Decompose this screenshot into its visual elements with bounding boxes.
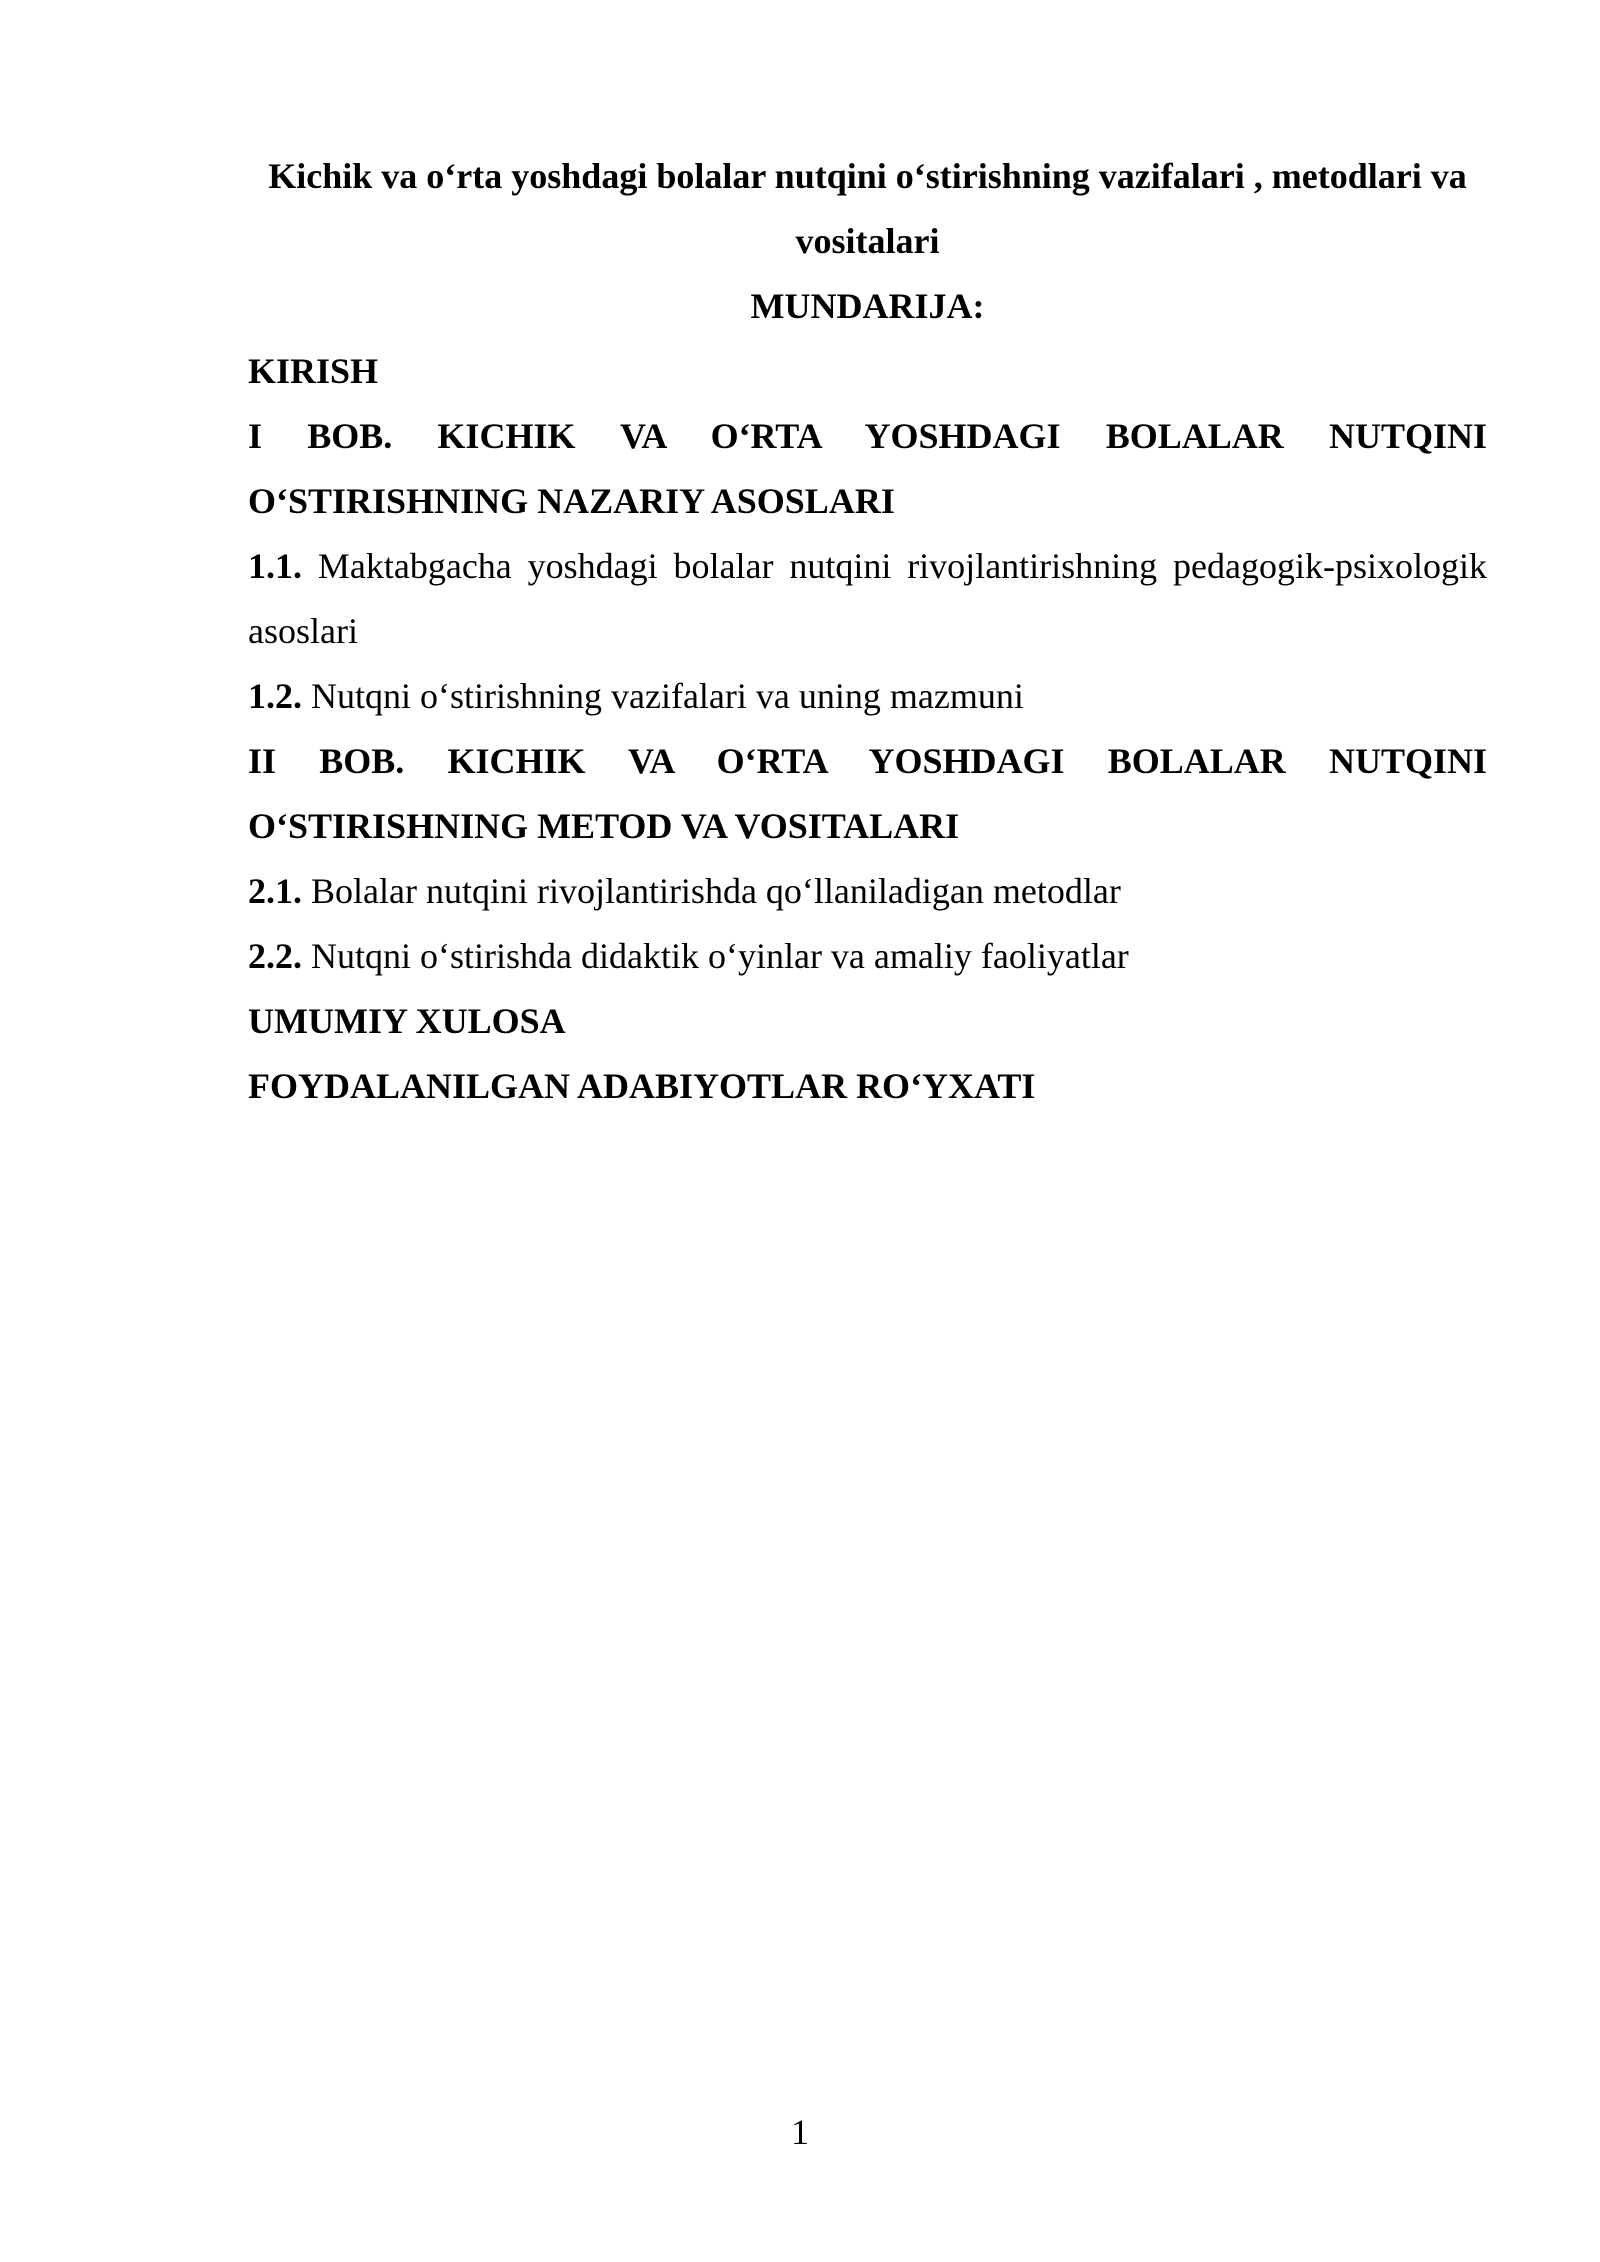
section-number: 1.2. bbox=[248, 676, 302, 716]
toc-item-section-1-2 bbox=[248, 664, 1487, 729]
page-number: 1 bbox=[791, 2112, 809, 2152]
toc-item-conclusion: UMUMIY XULOSA bbox=[248, 1001, 566, 1041]
toc-item-chapter-1: I BOB. KICHIK VA O‘RTA YOSHDAGI BOLALAR NUTQINI O‘STIRISHNING NAZARIY ASOSLARI bbox=[248, 416, 1487, 521]
section-number: 2.2. bbox=[248, 936, 302, 976]
section-title: Nutqni o‘stirishning vazifalari va uning mazmuni bbox=[311, 676, 1024, 716]
section-number: 1.1. bbox=[248, 546, 302, 586]
toc-item-section-2-2 bbox=[248, 924, 1487, 989]
toc-item-section-1-1 bbox=[248, 534, 1487, 664]
page-content bbox=[248, 144, 1487, 1119]
section-title: Nutqni o‘stirishda didaktik o‘yinlar va amaliy faoliyatlar bbox=[311, 936, 1129, 976]
toc-heading: MUNDARIJA: bbox=[750, 286, 985, 326]
toc-item-section-2-1 bbox=[248, 859, 1487, 924]
toc-item-references: FOYDALANILGAN ADABIYOTLAR RO‘YXATI bbox=[248, 1066, 1036, 1106]
toc-item-intro: KIRISH bbox=[248, 351, 379, 391]
toc-item-chapter-2: II BOB. KICHIK VA O‘RTA YOSHDAGI BOLALAR NUTQINI O‘STIRISHNING METOD VA VOSITALARI bbox=[248, 741, 1487, 846]
section-number: 2.1. bbox=[248, 871, 302, 911]
section-title: Maktabgacha yoshdagi bolalar nutqini rivojlantirishning pedagogik-psixologik asoslari bbox=[248, 546, 1488, 651]
document-title: Kichik va o‘rta yoshdagi bolalar nutqini o‘stirishning vazifalari , metodlari va vositalari bbox=[268, 156, 1467, 261]
section-title: Bolalar nutqini rivojlantirishda qo‘llaniladigan metodlar bbox=[311, 871, 1121, 911]
